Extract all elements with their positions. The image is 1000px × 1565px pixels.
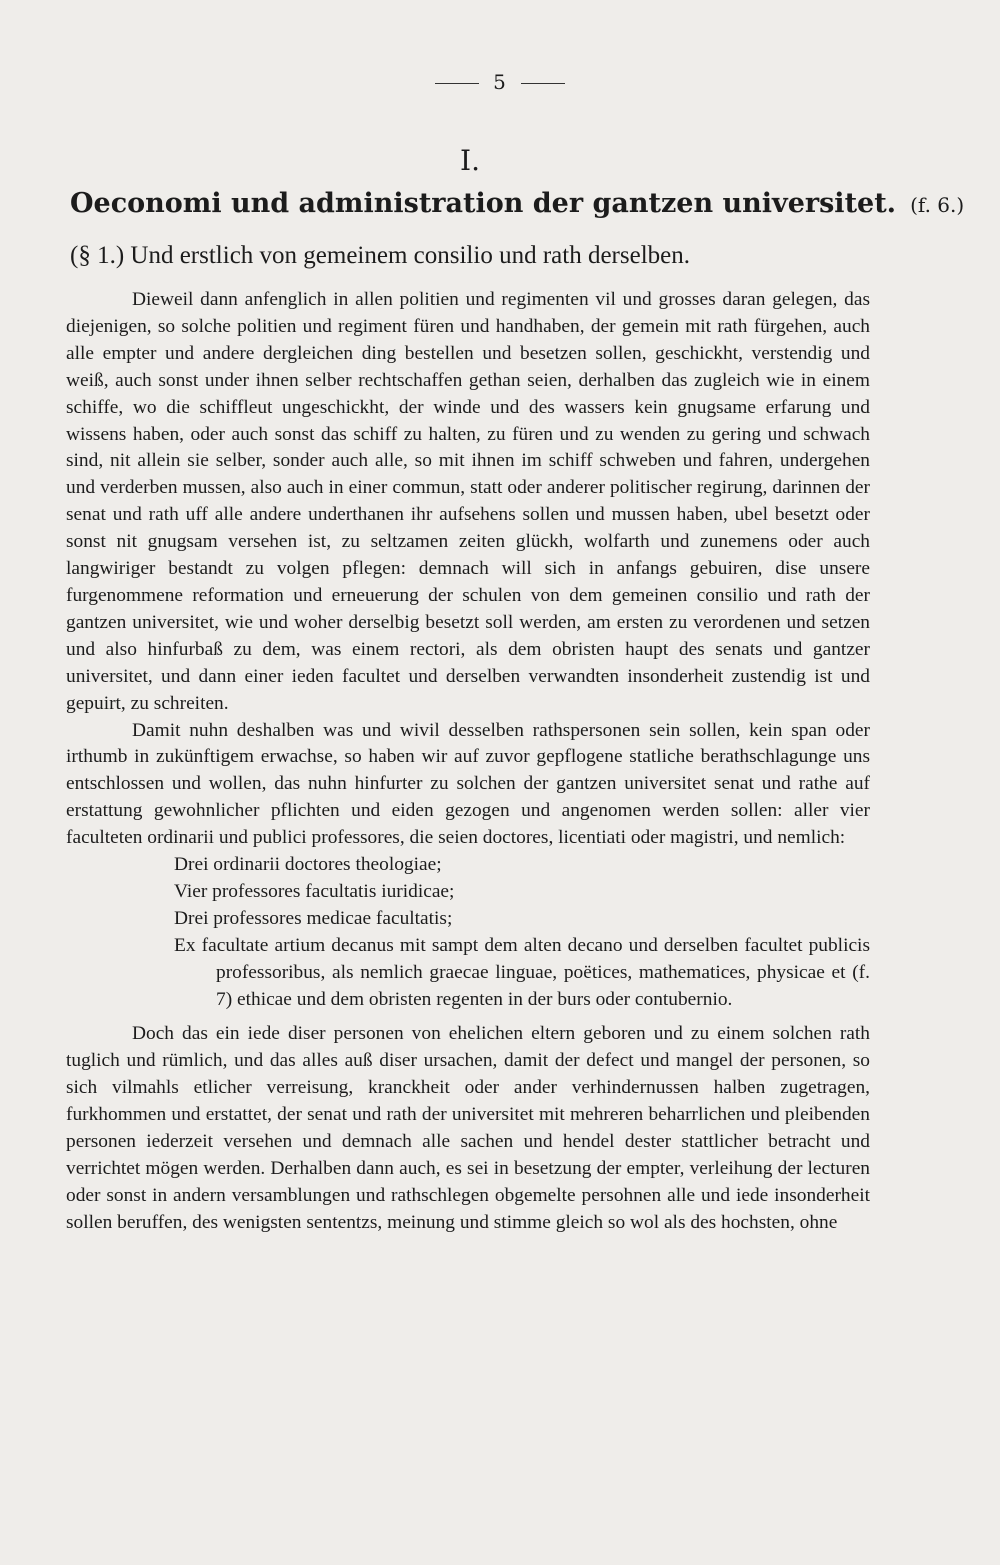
list-item: Ex facultate artium decanus mit sampt dem alten decano und derselben facultet publicis professoribus, als nemlich graecae linguae, poëtices, mathematices, physicae et (f. 7) ethicae und dem obristen regenten in der burs oder contubernio. [174, 934, 870, 1010]
page-number-value: 5 [493, 70, 507, 94]
member-list [66, 852, 870, 1013]
section-subheading: (§ 1.) Und erstlich von gemeinem consilio und rath derselben. [70, 242, 690, 269]
paragraph-2: Damit nuhn deshalben was und wivil desselben rathspersonen sein sollen, kein span oder irthumb in zukünftigem erwachse, so haben wir auf zuvor gepflogene statliche berathschlagunge uns entschlossen und wollen, das nuhn hinfurter zu solchen der gantzen universitet senat und rathe auf erstattung gewohnlicher pflichten und eiden gezogen und angenomen werden sollen: aller vier faculteten ordinarii und publici professores, die seien doctores, licentiati oder magistri, und nemlich: [66, 719, 870, 849]
chapter-heading-text: Oeconomi und administration der gantzen universitet. [70, 188, 897, 219]
section-numeral: I. [460, 144, 480, 177]
folio-reference: (f. 6.) [910, 193, 965, 217]
page-number-dash-left [435, 83, 479, 84]
body-text [66, 287, 870, 1237]
list-item: Vier professores facultatis iuridicae; [174, 880, 455, 902]
page-number [0, 70, 1000, 94]
list-item: Drei ordinarii doctores theologiae; [174, 854, 442, 876]
chapter-heading [70, 188, 965, 219]
paragraph-3: Doch das ein iede diser personen von ehelichen eltern geboren und zu einem solchen rath tuglich und rümlich, und das alles auß diser ursachen, damit der defect und mangel der personen, so sich vilmahls etlicher verreisung, kranckheit oder ander verhindernussen halben zugetragen, furkhommen und erstattet, der senat und rath der universitet mit mehreren beharrlichen und pleibenden personen iederzeit versehen und demnach alle sachen und hendel dester stattlicher betracht und verrichtet mögen werden. Derhalben dann auch, es sei in besetzung der empter, verleihung der lecturen oder sonst in andern versamblungen und rathschlegen obgemelte persohnen alle und iede insonderheit sollen beruffen, des wenigsten sententzs, meinung und stimme gleich so wol als des hochsten, ohne [66, 1023, 870, 1233]
page-number-dash-right [521, 83, 565, 84]
paragraph-1: Dieweil dann anfenglich in allen politien und regimenten vil und grosses daran gelegen, das diejenigen, so solche politien und regiment füren und handhaben, der gemein mit rath fürgehen, auch alle empter und andere dergleichen ding bestellen und besetzen sollen, geschickht, verstendig und weiß, auch sonst under ihnen selber rechtschaffen gethan seien, derhalben das zugleich wie in einem schiffe, wo die schiffleut ungeschickht, der winde und des wassers kein gnugsame erfarung und wissens haben, oder auch sonst das schiff zu halten, zu füren und zu wenden zu gering und schwach sind, nit allein sie selber, sonder auch alle, so mit ihnen im schiff schweben und fahren, undergehen und verderben mussen, also auch in einer commun, statt oder anderer politischer regirung, darinnen der senat und rath uff alle andere underthanen ihr aufsehens sollen und mussen haben, ubel besetzt oder sonst nit gnugsam versehen ist, zu seltzamen zeiten glückh, wolfarth und zunemens oder auch langwiriger bestandt zu volgen pflegen: demnach will sich in anfangs gebuiren, dise unsere furgenommene reformation und erneuerung der schulen von dem gemeinen consilio und rath der gantzen universitet, wie und woher derselbig besetzt soll werden, am ersten zu verordenen und setzen und also hinfurbaß zu dem, was einem rectori, als dem obristen haupt des senats und gantzer universitet, und dann einer ieden facultet und derselben verwandten insonderheit zustendig ist und gepuirt, zu schreiten. [66, 289, 870, 714]
list-item: Drei professores medicae facultatis; [174, 907, 453, 929]
